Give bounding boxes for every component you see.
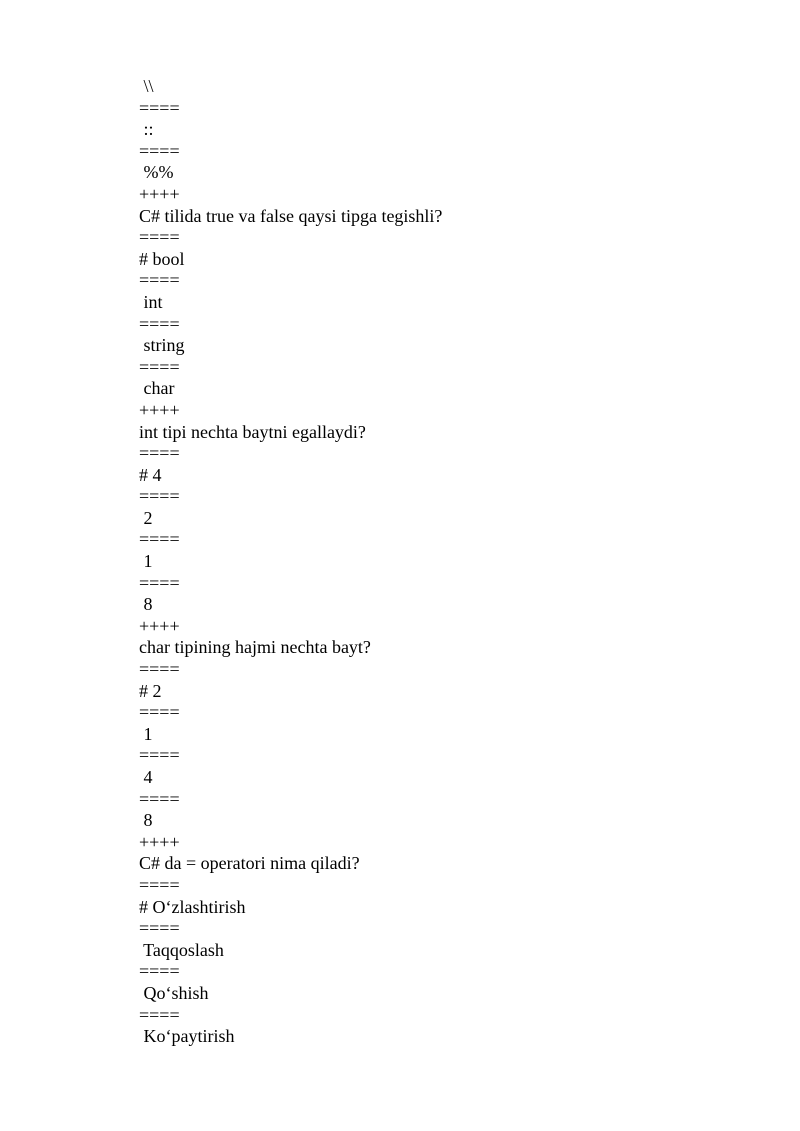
answer-option: char <box>139 378 175 399</box>
separator-line: ==== <box>139 140 180 161</box>
text-line: %% <box>139 162 174 183</box>
separator-line: ==== <box>139 572 180 593</box>
answer-option: 8 <box>139 810 153 831</box>
question-separator: ++++ <box>139 615 180 636</box>
separator-line: ==== <box>139 1004 180 1025</box>
correct-answer: # 4 <box>139 464 162 485</box>
question-separator: ++++ <box>139 831 180 852</box>
answer-option: 8 <box>139 594 153 615</box>
answer-option: 1 <box>139 551 153 572</box>
separator-line: ==== <box>139 270 180 291</box>
answer-option: 4 <box>139 767 153 787</box>
answer-option: int <box>139 291 163 312</box>
document-body <box>139 76 739 1048</box>
answer-option: string <box>139 335 185 356</box>
separator-line: ==== <box>139 659 180 680</box>
question-text: C# tilida true va false qaysi tipga tegishli? <box>139 205 443 226</box>
question-text: char tipining hajmi nechta bayt? <box>139 637 371 658</box>
separator-line: ==== <box>139 97 180 118</box>
answer-option: 2 <box>139 507 153 528</box>
separator-line: ==== <box>139 918 180 939</box>
separator-line: ==== <box>139 227 180 248</box>
correct-answer: # bool <box>139 248 185 269</box>
separator-line: ==== <box>139 313 180 334</box>
question-text: int tipi nechta baytni egallaydi? <box>139 421 366 442</box>
text-line: :: <box>139 119 154 140</box>
correct-answer: # 2 <box>139 680 162 701</box>
separator-line: ==== <box>139 874 180 895</box>
separator-line: ==== <box>139 356 180 377</box>
question-separator: ++++ <box>139 183 180 204</box>
question-text: C# da = operatori nima qiladi? <box>139 853 360 874</box>
text-line: \\ <box>139 76 154 96</box>
answer-option: 1 <box>139 723 153 744</box>
question-separator: ++++ <box>139 399 180 420</box>
separator-line: ==== <box>139 443 180 464</box>
separator-line: ==== <box>139 745 180 766</box>
separator-line: ==== <box>139 788 180 809</box>
separator-line: ==== <box>139 702 180 723</box>
separator-line: ==== <box>139 486 180 507</box>
answer-option: Ko‘paytirish <box>139 1026 235 1047</box>
separator-line: ==== <box>139 961 180 982</box>
answer-option: Taqqoslash <box>139 939 224 960</box>
answer-option: Qo‘shish <box>139 982 209 1003</box>
correct-answer: # O‘zlashtirish <box>139 896 246 917</box>
separator-line: ==== <box>139 529 180 550</box>
